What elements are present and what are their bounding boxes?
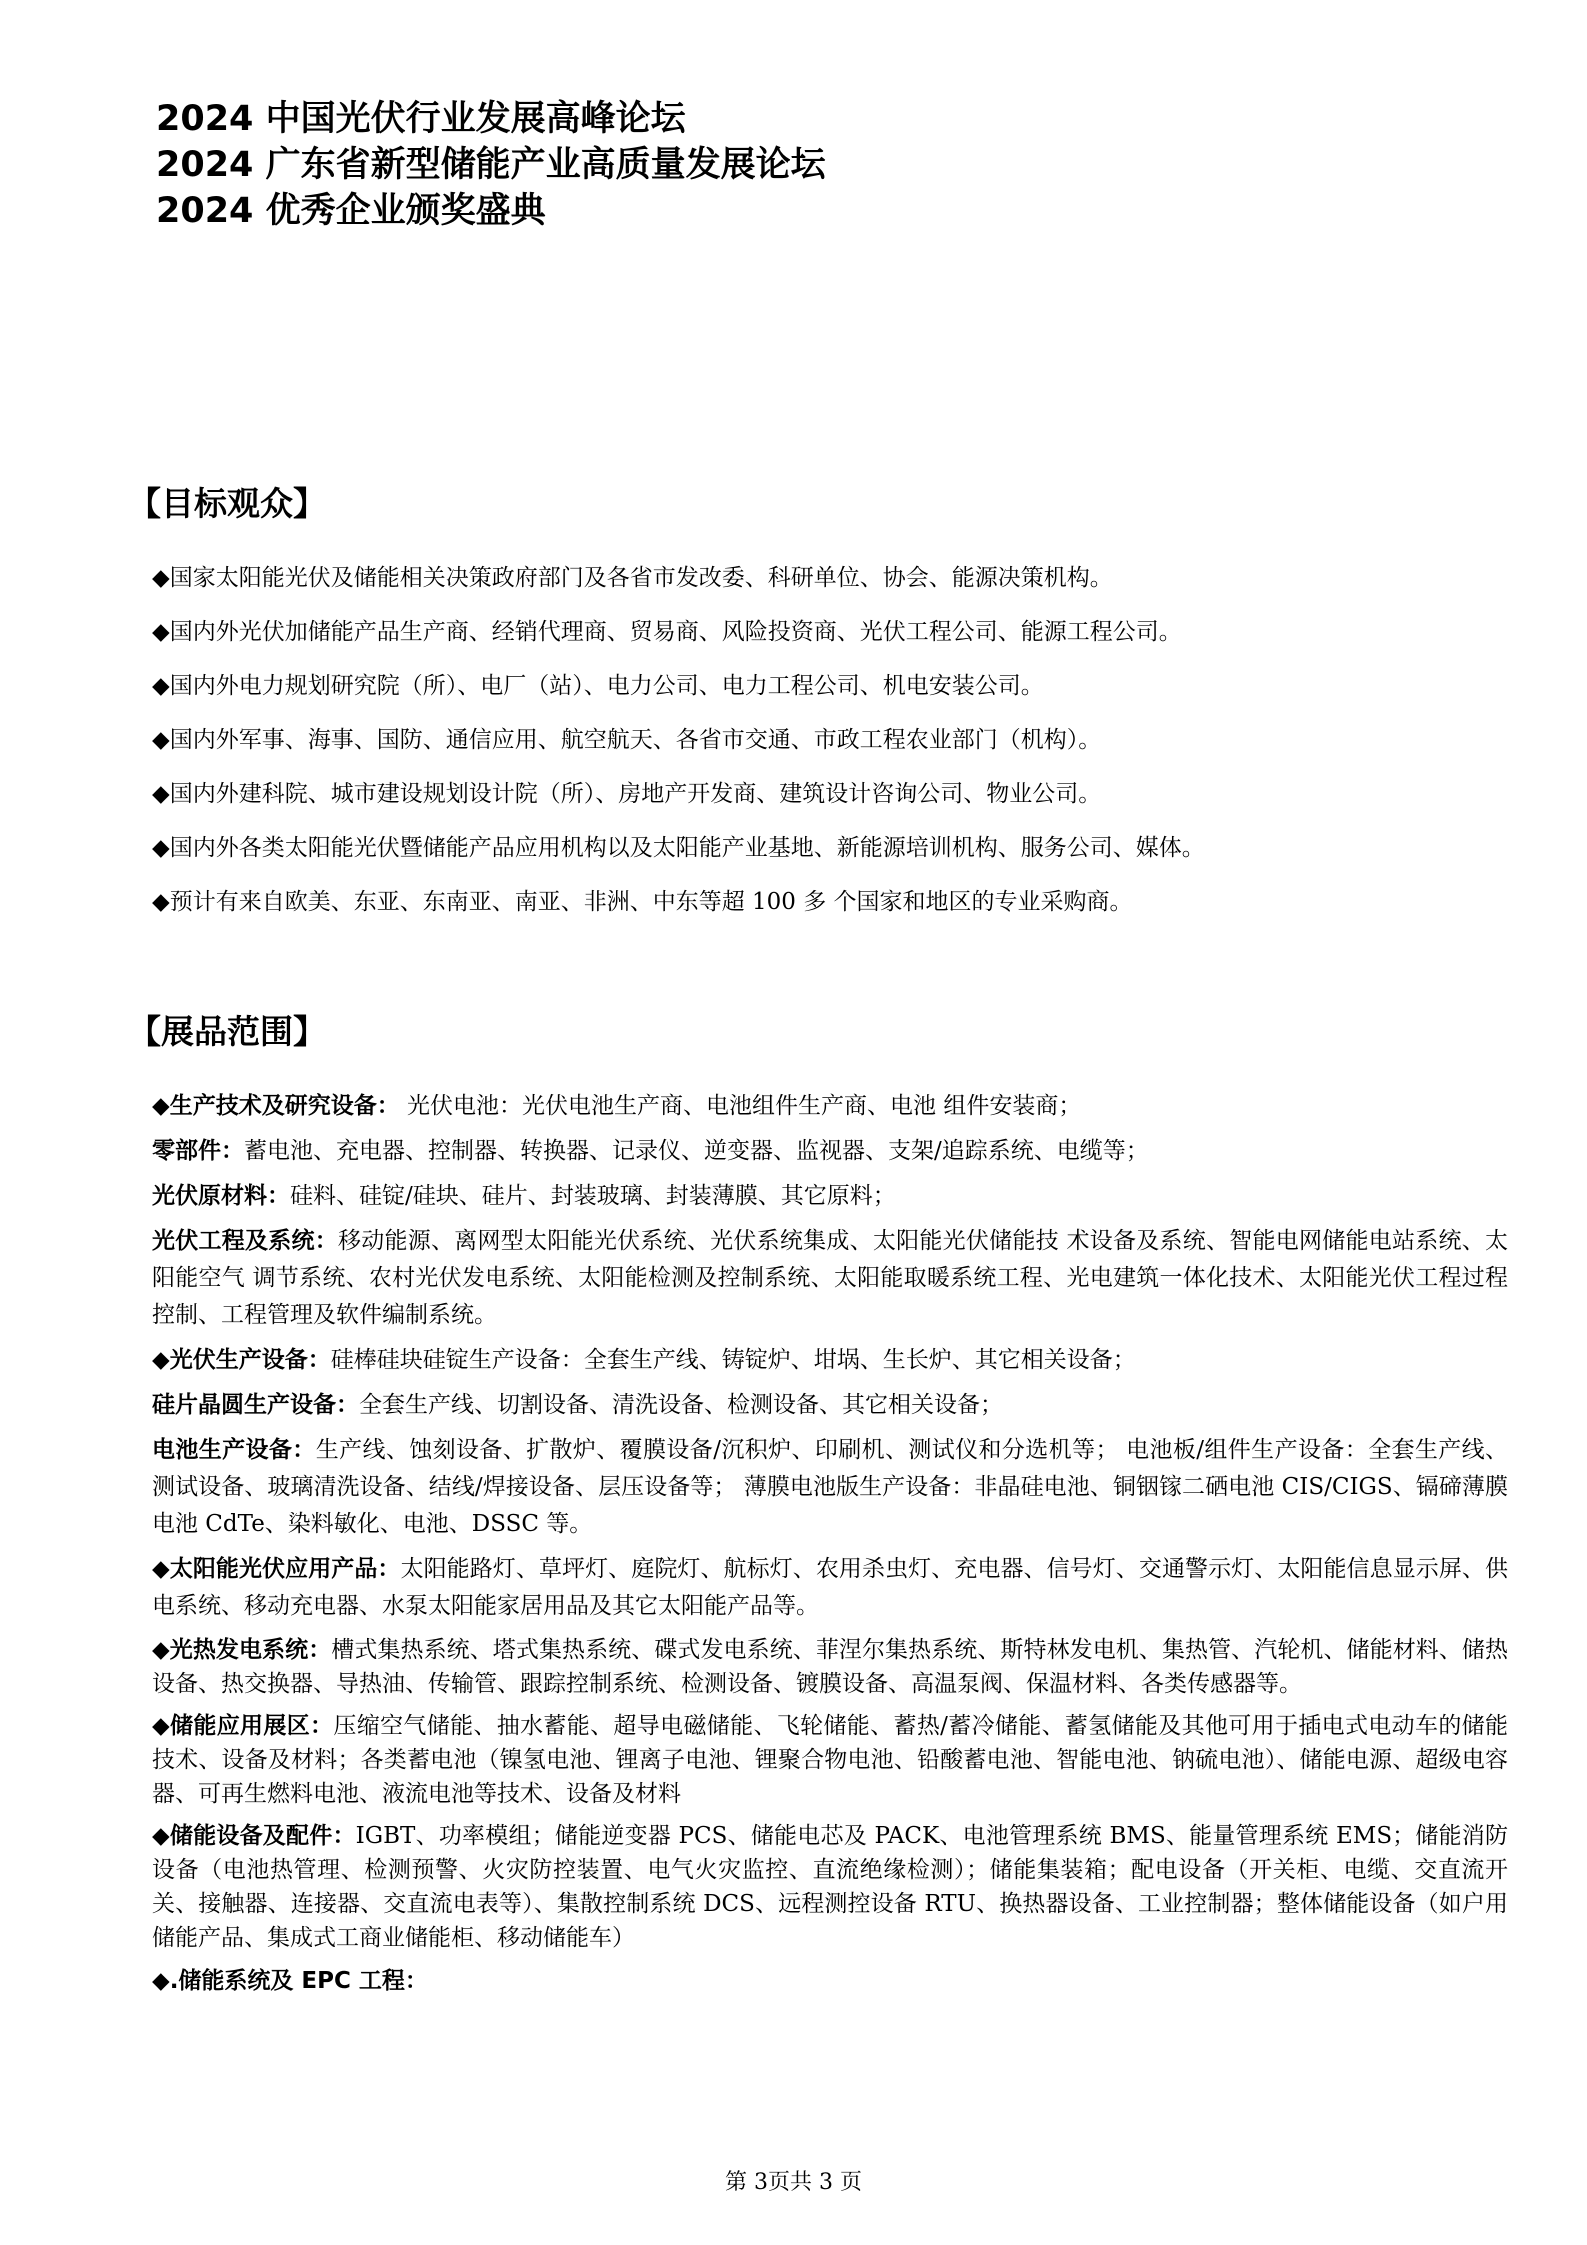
list-item: ◆预计有来自欧美、东亚、东南亚、南亚、非洲、中东等超 100 多 个国家和地区的专业采购商。 <box>152 889 1133 915</box>
exhibits-list <box>152 1088 1508 2008</box>
category-text: 硅棒硅块硅锭生产设备：全套生产线、铸锭炉、坩埚、生长炉、其它相关设备； <box>330 1347 1136 1373</box>
category-text: 生产线、蚀刻设备、扩散炉、覆膜设备/沉积炉、印刷机、测试仪和分选机等； 电池板/组件生产设备：全套生产线、测试设备、玻璃清洗设备、结线/焊接设备、层压设备等； 薄膜电池版生产设备：非晶硅电池、铜铟镓二硒电池 CIS/CIGS、镉碲薄膜电池 CdTe、染料敏化、电池、DSSC 等。 <box>152 1437 1509 1537</box>
category-label: 零部件： <box>152 1138 244 1164</box>
list-item: ◆国内外军事、海事、国防、通信应用、航空航天、各省市交通、市政工程农业部门（机构）。 <box>152 727 1102 753</box>
category-text: 蓄电池、充电器、控制器、转换器、记录仪、逆变器、监视器、支架/追踪系统、电缆等； <box>244 1138 1149 1164</box>
category-text: IGBT、功率模组；储能逆变器 PCS、储能电芯及 PACK、电池管理系统 BMS、能量管理系统 EMS；储能消防设备（电池热管理、检测预警、火灾防控装置、电气火灾监控、直流绝缘检测）；储能集装箱；配电设备（开关柜、电缆、交直流开关、接触器、连接器、交直流电表等）、集散控制系统 DCS、远程测控设备 RTU、换热器设备、工业控制器；整体储能设备（如户用储能产品、集成式工商业储能柜、移动储能车） <box>152 1823 1508 1951</box>
forum-title-2: 2024 广东省新型储能产业高质量发展论坛 <box>156 145 826 185</box>
exhibit-category <box>152 1178 1508 1215</box>
exhibit-category <box>152 1432 1508 1543</box>
category-text: 压缩空气储能、抽水蓄能、超导电磁储能、飞轮储能、蓄热/蓄冷储能、蓄氢储能及其他可用于插电式电动车的储能技术、设备及材料；各类蓄电池（镍氢电池、锂离子电池、锂聚合物电池、铅酸蓄电池、智能电池、钠硫电池）、储能电源、超级电容器、可再生燃料电池、液流电池等技术、设备及材料 <box>152 1713 1508 1807</box>
category-label: 光伏工程及系统： <box>152 1228 339 1254</box>
exhibit-category <box>152 1633 1508 1701</box>
category-label: ◆储能应用展区： <box>152 1713 334 1739</box>
category-label: ◆储能设备及配件： <box>152 1823 356 1849</box>
exhibits-section-title: 【展品范围】 <box>128 1012 326 1051</box>
list-item: ◆国内外各类太阳能光伏暨储能产品应用机构以及太阳能产业基地、新能源培训机构、服务公司、媒体。 <box>152 835 1205 861</box>
category-label: ◆太阳能光伏应用产品： <box>152 1556 401 1582</box>
page-number: 第 3页共 3 页 <box>725 2170 862 2195</box>
list-item: ◆国家太阳能光伏及储能相关决策政府部门及各省市发改委、科研单位、协会、能源决策机构。 <box>152 565 1113 591</box>
category-text: 太阳能路灯、草坪灯、庭院灯、航标灯、农用杀虫灯、充电器、信号灯、交通警示灯、太阳能信息显示屏、供电系统、移动充电器、水泵太阳能家居用品及其它太阳能产品等。 <box>152 1556 1508 1619</box>
category-text: 全套生产线、切割设备、清洗设备、检测设备、其它相关设备； <box>359 1392 1003 1418</box>
exhibit-category <box>152 1088 1508 1125</box>
exhibit-category <box>152 1963 1508 2000</box>
list-item: ◆国内外电力规划研究院（所）、电厂（站）、电力公司、电力工程公司、机电安装公司。 <box>152 673 1044 699</box>
audience-section-title: 【目标观众】 <box>128 484 326 523</box>
list-item: ◆国内外光伏加储能产品生产商、经销代理商、贸易商、风险投资商、光伏工程公司、能源工程公司。 <box>152 619 1182 645</box>
exhibit-category <box>152 1223 1508 1334</box>
category-label: 硅片晶圆生产设备： <box>152 1392 359 1418</box>
exhibit-category <box>152 1551 1508 1625</box>
exhibit-category <box>152 1819 1508 1955</box>
category-text: 光伏电池：光伏电池生产商、电池组件生产商、电池 组件安装商； <box>399 1093 1082 1119</box>
exhibit-category <box>152 1133 1508 1170</box>
category-label: ◆.储能系统及 EPC 工程： <box>152 1968 428 1994</box>
category-text: 移动能源、离网型太阳能光伏系统、光伏系统集成、太阳能光伏储能技 术设备及系统、智能电网储能电站系统、太阳能空气 调节系统、农村光伏发电系统、太阳能检测及控制系统、太阳能取暖系统工程、光电建筑一体化技术、太阳能光伏工程过程控制、工程管理及软件编制系统。 <box>152 1228 1509 1328</box>
category-label: ◆生产技术及研究设备： <box>152 1093 400 1119</box>
forum-title-block <box>156 96 1056 234</box>
exhibit-category <box>152 1709 1508 1811</box>
category-text: 硅料、硅锭/硅块、硅片、封装玻璃、封装薄膜、其它原料； <box>290 1183 896 1209</box>
list-item: ◆国内外建科院、城市建设规划设计院（所）、房地产开发商、建筑设计咨询公司、物业公司。 <box>152 781 1102 807</box>
category-label: ◆光热发电系统： <box>152 1637 332 1663</box>
category-label: 光伏原材料： <box>152 1183 290 1209</box>
forum-title-1: 2024 中国光伏行业发展高峰论坛 <box>156 99 686 139</box>
exhibit-category <box>152 1387 1508 1424</box>
category-label: 电池生产设备： <box>152 1437 316 1463</box>
category-text: 槽式集热系统、塔式集热系统、碟式发电系统、菲涅尔集热系统、斯特林发电机、集热管、汽轮机、储能材料、储热设备、热交换器、导热油、传输管、跟踪控制系统、检测设备、镀膜设备、高温泵阀、保温材料、各类传感器等。 <box>152 1637 1508 1697</box>
forum-title-3: 2024 优秀企业颁奖盛典 <box>156 191 546 231</box>
category-label: ◆光伏生产设备： <box>152 1347 331 1373</box>
exhibit-category <box>152 1342 1508 1379</box>
audience-list <box>152 560 1452 938</box>
